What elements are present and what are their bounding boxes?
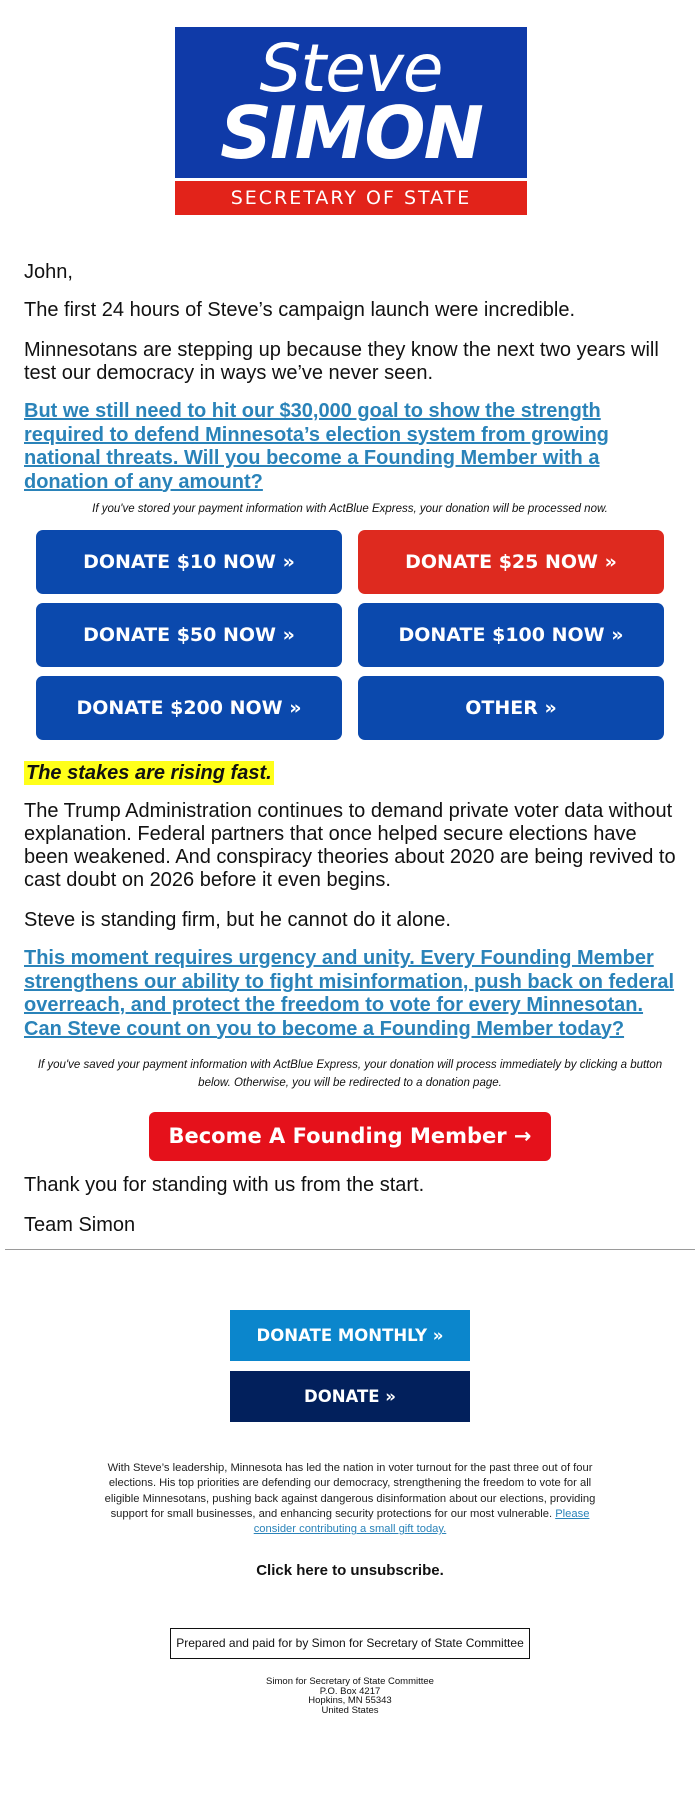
footer-divider [5, 1249, 695, 1250]
donate-monthly-button[interactable]: DONATE MONTHLY » [230, 1310, 470, 1361]
goal-link[interactable]: But we still need to hit our $30,000 goal to show the strength required to defend Minnesota’s election system from growing national threats. Will you become a Founding Member with a donation of any amount? [24, 400, 609, 493]
actblue-note: If you've stored your payment information with ActBlue Express, your donation will be processed now. [92, 503, 608, 515]
address-line-4: United States [321, 1704, 379, 1716]
stakes-heading: The stakes are rising fast. [26, 762, 272, 784]
donate-200-button[interactable]: DONATE $200 NOW » [36, 676, 342, 740]
donate-10-button[interactable]: DONATE $10 NOW » [36, 530, 342, 594]
mailing-address [200, 1677, 500, 1715]
paragraph-trump-administration: The Trump Administration continues to demand private voter data without explanation. Federal partners that once helped secure elections have been weakened. And conspiracy theories about 2020 are being revived to cast doubt on 2026 before it even begins. [24, 800, 676, 891]
unsubscribe-link[interactable]: Click here to unsubscribe. [256, 1562, 444, 1579]
actblue-redirect-note: If you've saved your payment information with ActBlue Express, your donation will process immediately by clicking a button below. Otherwise, you will be redirected to a donation page. [37, 1059, 663, 1089]
about-paragraph: With Steve’s leadership, Minnesota has led the nation in voter turnout for the past three out of four elections. His top priorities are defending our democracy, strengthening the freedom to vote for all eligible Minnesotans, pushing back against dangerous disinformation about our elections, providing support for small businesses, and enhancing security protections for our most vulnerable. [104, 1462, 596, 1520]
donate-100-button[interactable]: DONATE $100 NOW » [358, 603, 664, 667]
paragraph-launch: The first 24 hours of Steve’s campaign launch were incredible. [24, 299, 576, 321]
logo-last-name: SIMON [220, 91, 482, 175]
logo-blue-panel [175, 27, 527, 178]
donate-50-button[interactable]: DONATE $50 NOW » [36, 603, 342, 667]
address-line-3: Hopkins, MN 55343 [308, 1695, 392, 1706]
signoff: Team Simon [24, 1214, 136, 1236]
donate-button[interactable]: DONATE » [230, 1371, 470, 1422]
paragraph-standing-firm: Steve is standing firm, but he cannot do it alone. [24, 909, 451, 931]
donate-25-button[interactable]: DONATE $25 NOW » [358, 530, 664, 594]
address-line-2: P.O. Box 4217 [319, 1685, 381, 1697]
thank-you-text: Thank you for standing with us from the start. [24, 1174, 425, 1196]
about-text [100, 1461, 600, 1537]
logo-tagline: SECRETARY OF STATE [175, 181, 527, 215]
paragraph-stepping-up: Minnesotans are stepping up because they know the next two years will test our democracy in ways we’ve never seen. [24, 339, 659, 384]
greeting: John, [24, 261, 73, 283]
address-line-1: Simon for Secretary of State Committee [266, 1676, 434, 1687]
small-gift-link[interactable]: Please consider contributing a small gift today. [253, 1507, 590, 1536]
donate-other-button[interactable]: OTHER » [358, 676, 664, 740]
become-founding-member-button[interactable]: Become A Founding Member → [149, 1112, 551, 1161]
paid-for-disclaimer: Prepared and paid for by Simon for Secretary of State Committee [170, 1628, 530, 1659]
logo-first-name: Steve [259, 30, 443, 107]
campaign-logo [175, 27, 527, 219]
urgency-link[interactable]: This moment requires urgency and unity. Every Founding Member strengthens our ability to fight misinformation, push back on federal overreach, and protect the freedom to vote for every Minnesotan. Can Steve count on you to become a Founding Member today? [24, 947, 675, 1040]
